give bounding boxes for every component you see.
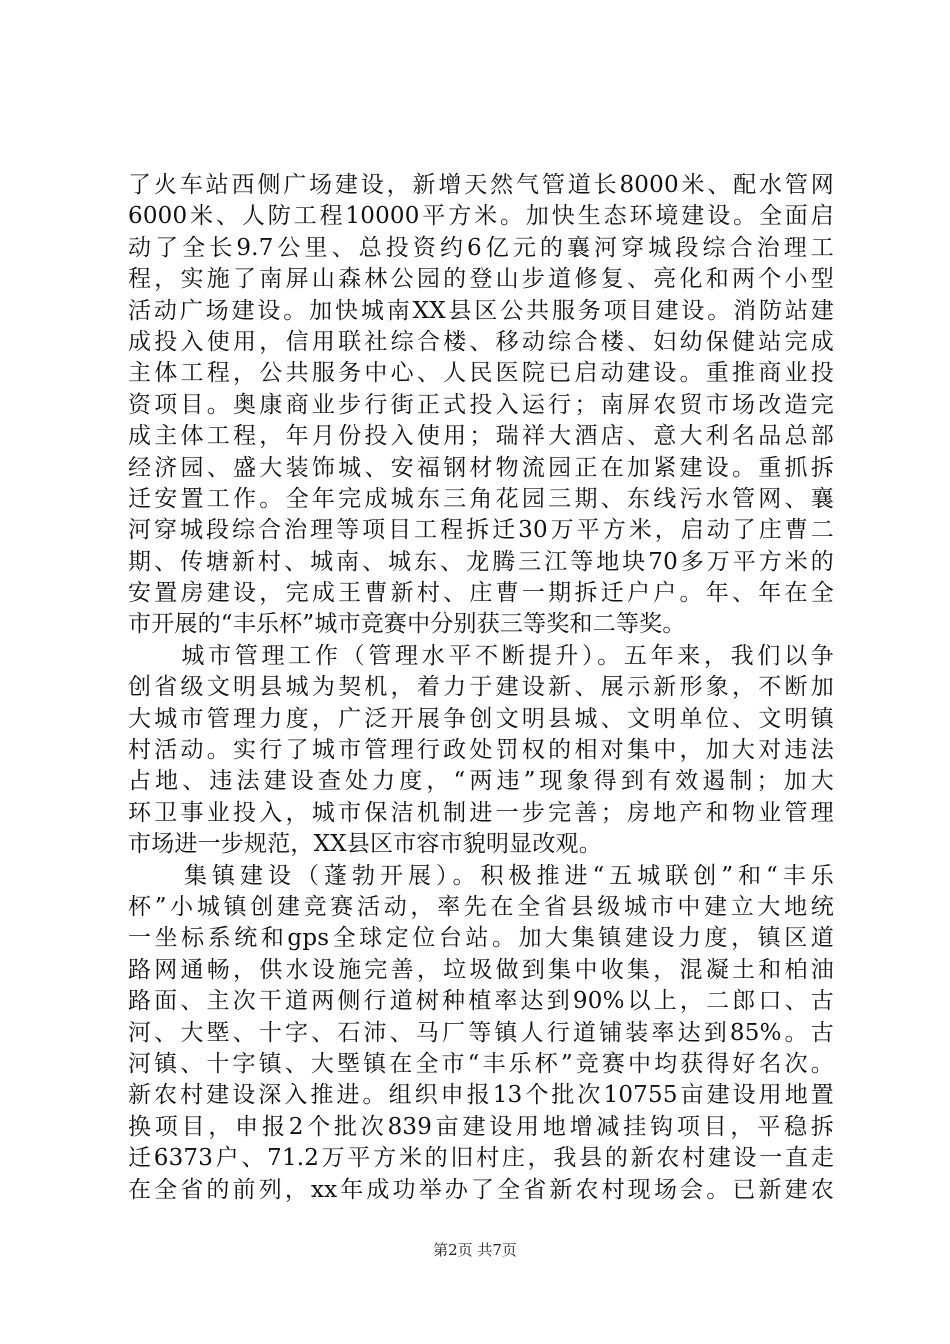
text-line: 河镇、十字镇、大塈镇在全市“丰乐杯”竞赛中均获得好名次。 <box>128 1050 834 1077</box>
text-line: 程，实施了南屏山森林公园的登山步道修复、亮化和两个小型 <box>128 266 834 293</box>
text-line: 6000米、人防工程10000平方米。加快生态环境建设。全面启 <box>128 203 834 230</box>
page-number-label: 第2页 共7页 <box>433 1241 517 1259</box>
text-line: 换项目，申报2个批次839亩建设用地增减挂钩项目，平稳拆 <box>128 1113 834 1140</box>
page-footer <box>0 1240 950 1260</box>
text-line: 河、大塈、十字、石沛、马厂等镇人行道铺装率达到85%。古 <box>128 1019 834 1046</box>
text-line: 安置房建设，完成王曹新村、庄曹一期拆迁户户。年、年在全 <box>128 580 834 607</box>
text-line: 占地、违法建设查处力度，“两违”现象得到有效遏制；加大 <box>128 768 834 795</box>
text-line: 期、传塘新村、城南、城东、龙腾三江等地块70多万平方米的 <box>128 548 834 575</box>
text-line: 活动广场建设。加快城南XX县区公共服务项目建设。消防站建 <box>128 297 834 324</box>
text-line: 市场进一步规范，XX县区市容市貌明显改观。 <box>128 831 602 858</box>
text-line: 路网通畅，供水设施完善，垃圾做到集中收集，混凝土和柏油 <box>128 956 834 983</box>
text-line: 杯”小城镇创建竞赛活动，率先在全省县级城市中建立大地统 <box>128 893 834 920</box>
text-line: 集镇建设（蓬勃开展）。积极推进“五城联创”和“丰乐 <box>128 862 834 889</box>
text-line: 动了全长9.7公里、总投资约6亿元的襄河穿城段综合治理工 <box>128 234 834 261</box>
text-line: 在全省的前列，xx年成功举办了全省新农村现场会。已新建农 <box>128 1176 834 1203</box>
body-text <box>128 170 834 1206</box>
text-line: 环卫事业投入，城市保洁机制进一步完善；房地产和物业管理 <box>128 799 834 826</box>
text-line: 成主体工程，年月份投入使用；瑞祥大酒店、意大利名品总部 <box>128 423 834 450</box>
text-line: 市开展的“丰乐杯”城市竞赛中分别获三等奖和二等奖。 <box>128 611 686 638</box>
text-line: 新农村建设深入推进。组织申报13个批次10755亩建设用地置 <box>128 1082 834 1109</box>
text-line: 一坐标系统和gps全球定位台站。加大集镇建设力度，镇区道 <box>128 925 834 952</box>
text-line: 创省级文明县城为契机，着力于建设新、展示新形象，不断加 <box>128 674 834 701</box>
text-line: 了火车站西侧广场建设，新增天然气管道长8000米、配水管网 <box>128 172 834 198</box>
text-line: 主体工程，公共服务中心、人民医院已启动建设。重推商业投 <box>128 360 834 387</box>
text-line: 迁安置工作。全年完成城东三角花园三期、东线污水管网、襄 <box>128 485 834 512</box>
text-line: 资项目。奥康商业步行街正式投入运行；南屏农贸市场改造完 <box>128 391 834 418</box>
text-line: 迁6373户、71.2万平方米的旧村庄，我县的新农村建设一直走 <box>128 1145 834 1172</box>
text-line: 经济园、盛大装饰城、安福钢材物流园正在加紧建设。重抓拆 <box>128 454 834 481</box>
text-line: 村活动。实行了城市管理行政处罚权的相对集中，加大对违法 <box>128 737 834 764</box>
text-line: 城市管理工作（管理水平不断提升）。五年来，我们以争 <box>128 642 834 669</box>
text-line: 成投入使用，信用联社综合楼、移动综合楼、妇幼保健站完成 <box>128 328 834 355</box>
text-line: 大城市管理力度，广泛开展争创文明县城、文明单位、文明镇 <box>128 705 834 732</box>
text-line: 路面、主次干道两侧行道树种植率达到90%以上，二郎口、古 <box>128 988 834 1015</box>
text-line: 河穿城段综合治理等项目工程拆迁30万平方米，启动了庄曹二 <box>128 517 834 544</box>
